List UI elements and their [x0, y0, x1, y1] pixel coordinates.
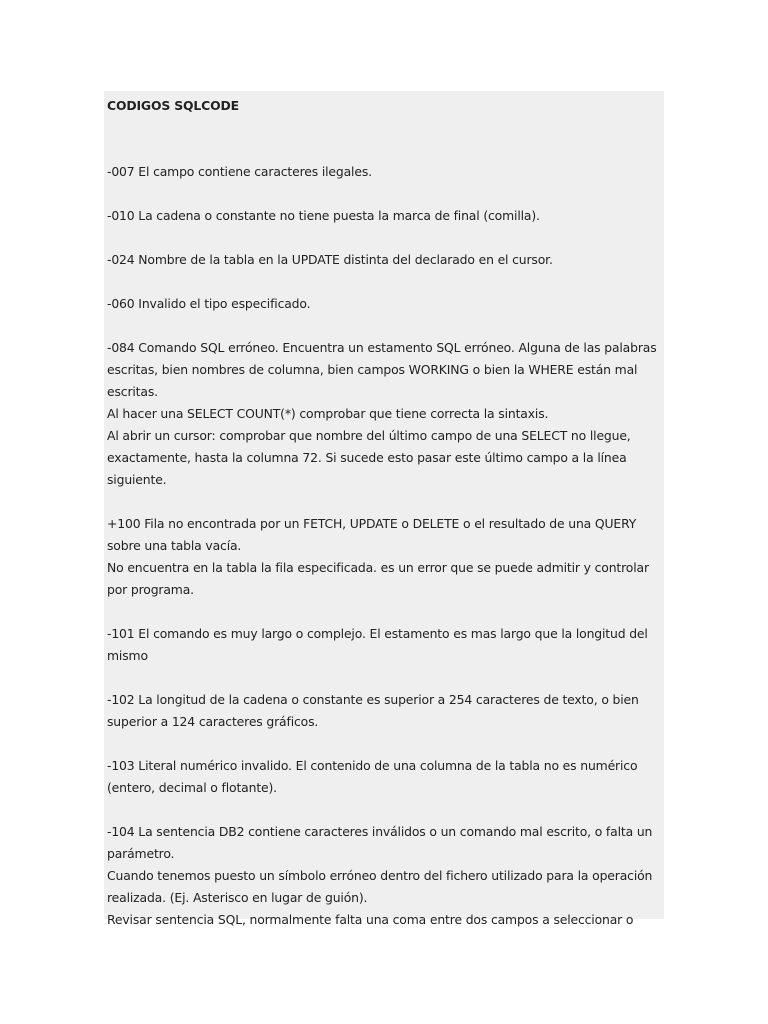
sqlcode-entry: [107, 249, 661, 271]
sqlcode-entry-note: Revisar sentencia SQL, normalmente falta una coma entre dos campos a seleccionar o: [107, 912, 634, 927]
sqlcode-entry-note: Al abrir un cursor: comprobar que nombre del último campo de una SELECT no llegue, exactamente, hasta la columna 72. Si sucede esto pasar este último campo a la línea siguiente.: [107, 428, 631, 487]
sqlcode-entry-text: -101 El comando es muy largo o complejo. El estamento es mas largo que la longitud del mismo: [107, 626, 648, 663]
title-spacer: [107, 117, 661, 161]
sqlcode-entry: [107, 293, 661, 315]
sqlcode-entry-text: -103 Literal numérico invalido. El contenido de una columna de la tabla no es numérico (entero, decimal o flotante).: [107, 758, 638, 795]
sqlcode-entry-text: -007 El campo contiene caracteres ilegales.: [107, 164, 372, 179]
sqlcode-entry: [107, 755, 661, 799]
sqlcode-entry: [107, 337, 661, 491]
sqlcode-entry-note: Al hacer una SELECT COUNT(*) comprobar que tiene correcta la sintaxis.: [107, 406, 549, 421]
sqlcode-entry: [107, 689, 661, 733]
sqlcode-entry-text: +100 Fila no encontrada por un FETCH, UPDATE o DELETE o el resultado de una QUERY sobre una tabla vacía.: [107, 516, 637, 553]
sqlcode-entry-text: -104 La sentencia DB2 contiene caracteres inválidos o un comando mal escrito, o falta un parámetro.: [107, 824, 653, 861]
sqlcode-entry: [107, 821, 661, 931]
document-title: CODIGOS SQLCODE: [107, 98, 239, 113]
document-content: [104, 91, 664, 931]
sqlcode-entry-text: -024 Nombre de la tabla en la UPDATE distinta del declarado en el cursor.: [107, 252, 553, 267]
sqlcode-entry-text: -060 Invalido el tipo especificado.: [107, 296, 311, 311]
sqlcode-entry-note: Cuando tenemos puesto un símbolo erróneo dentro del fichero utilizado para la operación realizada. (Ej. Asterisco en lugar de guión).: [107, 868, 653, 905]
sqlcode-entry: [107, 161, 661, 183]
sqlcode-entry: [107, 513, 661, 601]
sqlcode-entry: [107, 623, 661, 667]
sqlcode-entry-text: -084 Comando SQL erróneo. Encuentra un estamento SQL erróneo. Alguna de las palabras escritas, bien nombres de columna, bien campos WORKING o bien la WHERE están mal escritas.: [107, 340, 657, 399]
sqlcode-entry: [107, 205, 661, 227]
sqlcode-entry-note: No encuentra en la tabla la fila especificada. es un error que se puede admitir y controlar por programa.: [107, 560, 649, 597]
document-panel: [104, 91, 664, 927]
sqlcode-entry-text: -102 La longitud de la cadena o constante es superior a 254 caracteres de texto, o bien superior a 124 caracteres gráficos.: [107, 692, 639, 729]
sqlcode-list: [107, 161, 661, 931]
sqlcode-entry-text: -010 La cadena o constante no tiene puesta la marca de final (comilla).: [107, 208, 540, 223]
